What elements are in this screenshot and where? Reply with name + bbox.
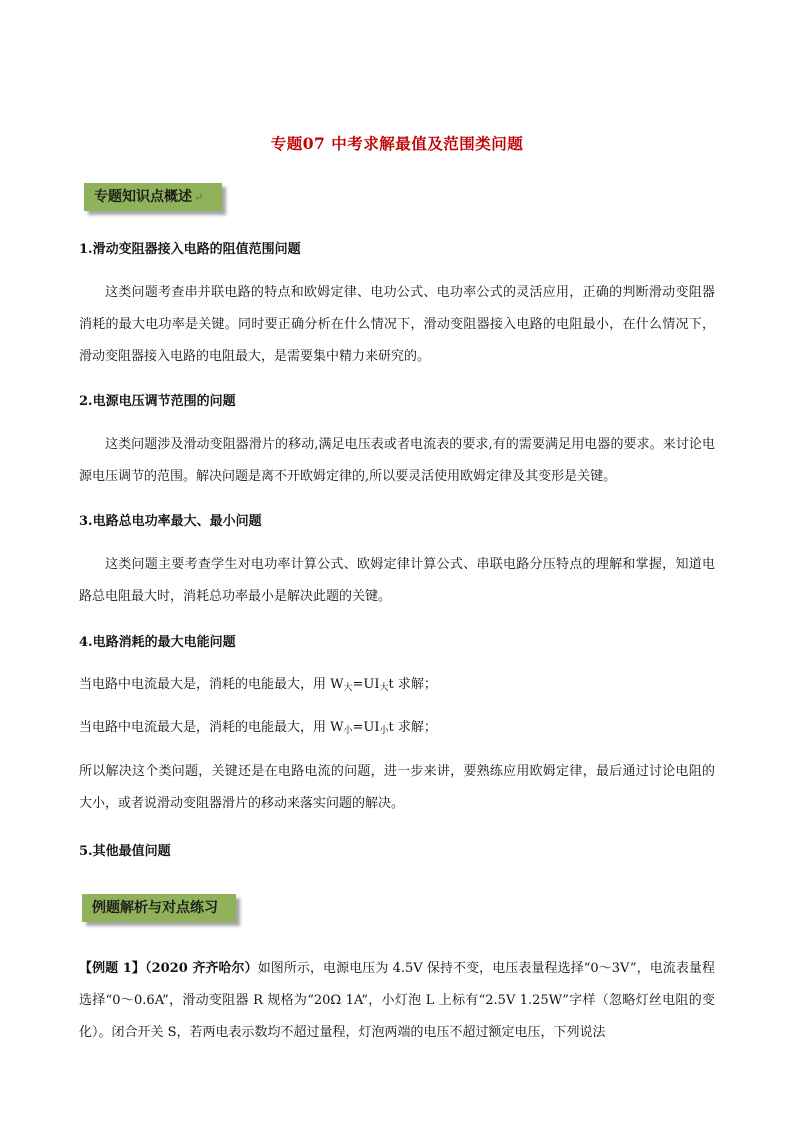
section-body-1: 这类问题考查串并联电路的特点和欧姆定律、电功公式、电功率公式的灵活应用，正确的判断滑动变阻器消耗的最大电功率是关键。同时要正确分析在什么情况下，滑动变阻器接入电路的电阻最小，在什么情况下，滑动变阻器接入电路的电阻最大，是需要集中精力来研究的。 [79,285,715,364]
banner-label: 专题知识点概述 [94,189,192,205]
conclusion-paragraph: 所以解决这个类问题，关键还是在电路电流的问题，进一步来讲，要熟练应用欧姆定律，最后通过讨论电阻的大小，或者说滑动变阻器滑片的移动来落实问题的解决。 [79,764,715,811]
example-text: 如图所示，电源电压为 4.5V 保持不变，电压表量程选择“0～3V”，电流表量程选择“0～0.6A”，滑动变阻器 R 规格为“20Ω 1A”，小灯泡 L 上标有“2.5V 1.25W”字样（忽略灯丝电阻的变化）。闭合开关 S，若两电表示数均不超过量程，灯泡两端的电压不超过额定电压，下列说法 [79,961,715,1040]
section-heading-2: 2.电源电压调节范围的问题 [79,394,236,409]
energy-min-line: 当电路中电流最大是，消耗的电能最大，用 $W_小=UI_小t$ 求解； [79,720,437,736]
section-banner-overview [84,183,222,211]
page-title: 专题07 中考求解最值及范围类问题 [270,134,524,153]
section-banner-examples: 例题解析与对点练习 [82,894,236,922]
section-heading-3: 3.电路总电功率最大、最小问题 [79,514,262,529]
section-body-2: 这类问题涉及滑动变阻器滑片的移动,满足电压表或者电流表的要求,有的需要满足用电器的要求。来讨论电源电压调节的范围。解决问题是离不开欧姆定律的,所以要灵活使用欧姆定律及其变形是关键。 [79,437,715,484]
section-body-3: 这类问题主要考查学生对电功率计算公式、欧姆定律计算公式、串联电路分压特点的理解和掌握，知道电路总电阻最大时，消耗总功率最小是解决此题的关键。 [79,557,715,604]
example-label: 【例题 1】 [79,961,145,976]
section-heading-4: 4.电路消耗的最大电能问题 [79,635,236,650]
return-mark-icon: ↵ [194,191,204,204]
section-heading-5: 5.其他最值问题 [79,844,171,859]
section-heading-1: 1.滑动变阻器接入电路的阻值范围问题 [79,242,301,257]
example-1-paragraph [79,953,715,1049]
example-source: （2020 齐齐哈尔） [145,961,258,976]
energy-max-line: 当电路中电流最大是，消耗的电能最大，用 $W_大=UI_大t$ 求解； [79,677,437,693]
